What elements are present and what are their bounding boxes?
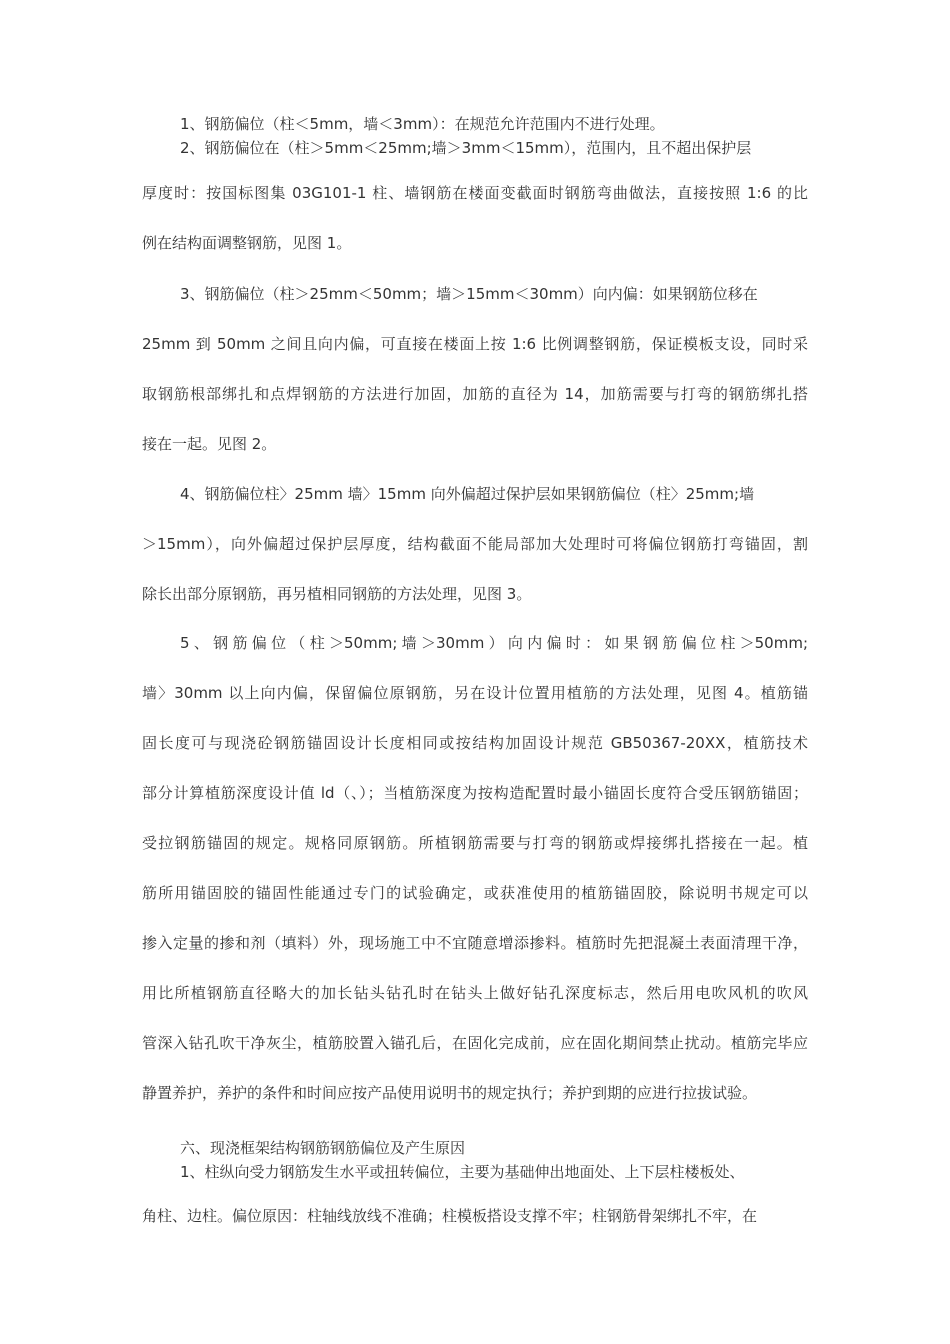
text-line: 1、钢筋偏位（柱＜5mm，墙＜3mm）：在规范允许范围内不进行处理。 <box>180 115 665 133</box>
text-line: 用比所植钢筋直径略大的加长钻头钻孔时在钻头上做好钻孔深度标志，然后用电吹风机的吹风 <box>142 984 808 1002</box>
text-line: 例在结构面调整钢筋，见图 1。 <box>142 234 352 252</box>
text-line: 管深入钻孔吹干净灰尘，植筋胶置入锚孔后，在固化完成前，应在固化期间禁止扰动。植筋完毕应 <box>142 1034 808 1052</box>
text-line: 接在一起。见图 2。 <box>142 435 277 453</box>
text-line: 受拉钢筋锚固的规定。规格同原钢筋。所植钢筋需要与打弯的钢筋或焊接绑扎搭接在一起。植 <box>142 834 808 852</box>
text-line: 2、钢筋偏位在（柱＞5mm＜25mm;墙＞3mm＜15mm），范围内，且不超出保护层 <box>180 139 752 157</box>
text-line: 4、钢筋偏位柱〉25mm 墙〉15mm 向外偏超过保护层如果钢筋偏位（柱〉25mm;墙 <box>180 485 755 503</box>
text-line: 取钢筋根部绑扎和点焊钢筋的方法进行加固，加筋的直径为 14，加筋需要与打弯的钢筋绑扎搭 <box>142 385 808 403</box>
text-line: 角柱、边柱。偏位原因：柱轴线放线不准确；柱模板搭设支撑不牢；柱钢筋骨架绑扎不牢，在 <box>142 1207 758 1225</box>
text-line: 筋所用锚固胶的锚固性能通过专门的试验确定，或获准使用的植筋锚固胶，除说明书规定可以 <box>142 884 808 902</box>
text-line: 墙〉30mm 以上向内偏，保留偏位原钢筋，另在设计位置用植筋的方法处理，见图 4。植筋锚 <box>142 684 808 702</box>
text-line: 3、钢筋偏位（柱＞25mm＜50mm；墙＞15mm＜30mm）向内偏：如果钢筋位移在 <box>180 285 758 303</box>
text-line: 1、柱纵向受力钢筋发生水平或扭转偏位，主要为基础伸出地面处、上下层柱楼板处、 <box>180 1163 745 1181</box>
section-heading: 六、现浇框架结构钢筋钢筋偏位及产生原因 <box>180 1139 466 1157</box>
text-line: 5、钢筋偏位（柱＞50mm;墙＞30mm）向内偏时：如果钢筋偏位柱＞50mm; <box>180 634 808 652</box>
text-line: 除长出部分原钢筋，再另植相同钢筋的方法处理，见图 3。 <box>142 585 532 603</box>
text-line: 部分计算植筋深度设计值 ld（、）；当植筋深度为按构造配置时最小锚固长度符合受压钢筋锚固； <box>142 784 808 802</box>
text-line: 厚度时：按国标图集 03G101-1 柱、墙钢筋在楼面变截面时钢筋弯曲做法，直接按照 1:6 的比 <box>142 184 808 202</box>
text-line: 固长度可与现浇砼钢筋锚固设计长度相同或按结构加固设计规范 GB50367-20XX，植筋技术 <box>142 734 808 752</box>
text-line: 掺入定量的掺和剂（填料）外，现场施工中不宜随意增添掺料。植筋时先把混凝土表面清理干净， <box>142 934 808 952</box>
text-line: 静置养护，养护的条件和时间应按产品使用说明书的规定执行；养护到期的应进行拉拔试验。 <box>142 1084 758 1102</box>
text-line: ＞15mm），向外偏超过保护层厚度，结构截面不能局部加大处理时可将偏位钢筋打弯锚固，割 <box>142 535 808 553</box>
text-line: 25mm 到 50mm 之间且向内偏，可直接在楼面上按 1:6 比例调整钢筋，保证模板支设，同时采 <box>142 335 808 353</box>
